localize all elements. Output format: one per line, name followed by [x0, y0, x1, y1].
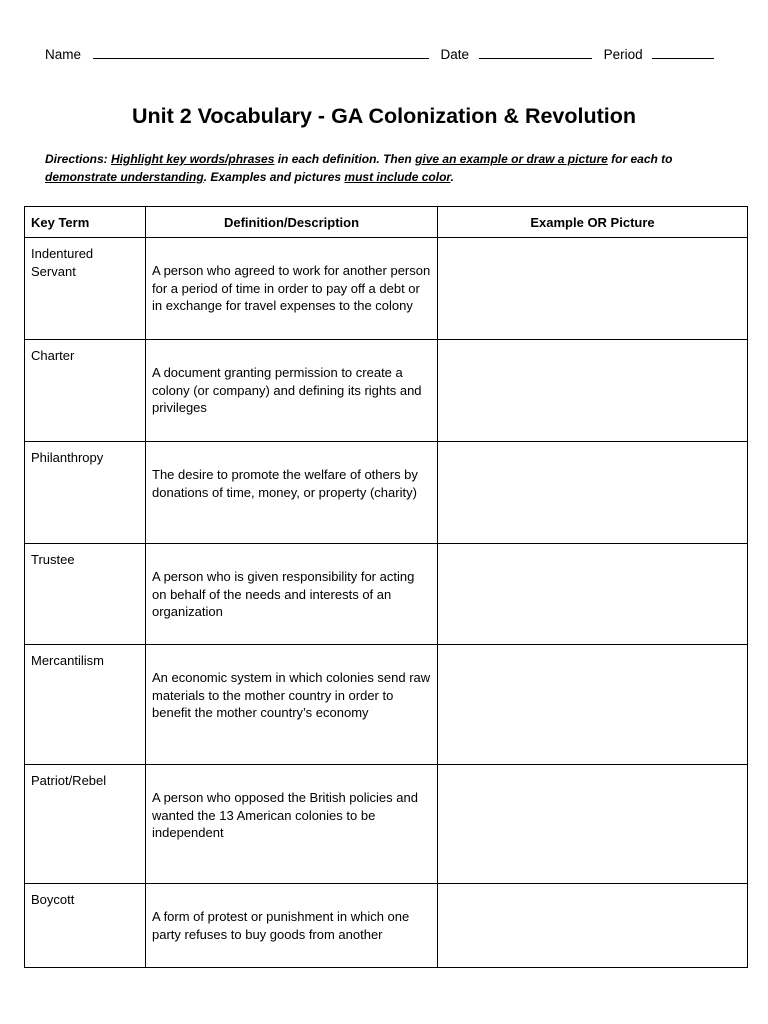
period-blank[interactable] — [652, 46, 714, 59]
directions-part6: . Examples and pictures — [203, 170, 345, 184]
directions-lead: Directions: — [45, 152, 112, 166]
definition-cell: A person who opposed the British policies and wanted the 13 American colonies to be independent — [146, 765, 438, 884]
term-cell: Trustee — [25, 544, 146, 645]
date-label: Date — [440, 47, 470, 62]
example-cell[interactable] — [438, 238, 748, 340]
example-cell[interactable] — [438, 765, 748, 884]
definition-cell: The desire to promote the welfare of others by donations of time, money, or property (charity) — [146, 442, 438, 544]
directions-part8: . — [450, 170, 454, 184]
example-cell[interactable] — [438, 884, 748, 968]
vocabulary-table — [24, 206, 748, 968]
example-cell[interactable] — [438, 442, 748, 544]
name-label: Name — [45, 47, 82, 62]
table-row — [25, 645, 748, 765]
date-blank[interactable] — [479, 46, 592, 59]
directions-part5: demonstrate understanding — [45, 170, 204, 184]
example-cell[interactable] — [438, 645, 748, 765]
header-key-term: Key Term — [25, 207, 146, 238]
directions-part2: in each definition. Then — [274, 152, 416, 166]
table-row — [25, 340, 748, 442]
directions-part7: must include color — [344, 170, 451, 184]
table-row — [25, 442, 748, 544]
header-definition: Definition/Description — [146, 207, 438, 238]
table-row — [25, 544, 748, 645]
definition-cell: A person who agreed to work for another person for a period of time in order to pay off a debt or in exchange for travel expenses to the colony — [146, 238, 438, 340]
directions-part1: Highlight key words/phrases — [111, 152, 275, 166]
table-header-row — [25, 207, 748, 238]
directions-part4: for each to — [607, 152, 673, 166]
directions — [45, 150, 735, 186]
term-cell: Indentured Servant — [25, 238, 146, 340]
header-fields — [45, 46, 714, 62]
table-row — [25, 765, 748, 884]
example-cell[interactable] — [438, 544, 748, 645]
header-example: Example OR Picture — [438, 207, 748, 238]
term-cell: Boycott — [25, 884, 146, 968]
table-row — [25, 884, 748, 968]
table-row — [25, 238, 748, 340]
definition-cell: A form of protest or punishment in which one party refuses to buy goods from another — [146, 884, 438, 968]
directions-part3: give an example or draw a picture — [415, 152, 608, 166]
definition-cell: A person who is given responsibility for acting on behalf of the needs and interests of an organization — [146, 544, 438, 645]
example-cell[interactable] — [438, 340, 748, 442]
name-blank[interactable] — [93, 46, 429, 59]
definition-cell: A document granting permission to create a colony (or company) and defining its rights and privileges — [146, 340, 438, 442]
term-cell: Patriot/Rebel — [25, 765, 146, 884]
term-cell: Charter — [25, 340, 146, 442]
page-title: Unit 2 Vocabulary - GA Colonization & Revolution — [131, 104, 637, 128]
definition-cell: An economic system in which colonies send raw materials to the mother country in order to benefit the mother country’s economy — [146, 645, 438, 765]
period-label: Period — [603, 47, 643, 62]
term-cell: Philanthropy — [25, 442, 146, 544]
term-cell: Mercantilism — [25, 645, 146, 765]
